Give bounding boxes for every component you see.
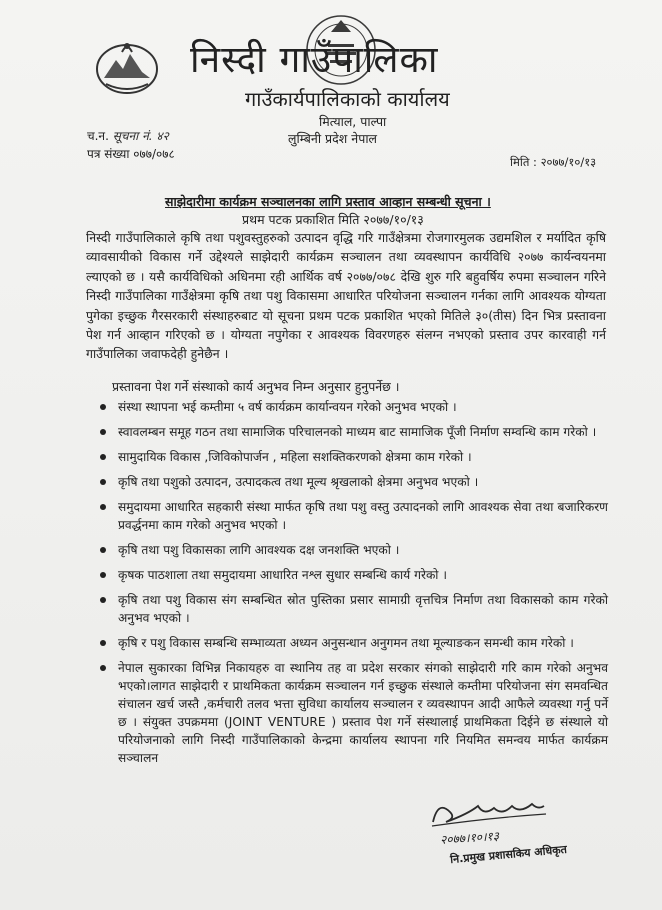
signature-date: २०७७।१०।१३ xyxy=(439,828,500,848)
list-item xyxy=(96,566,608,584)
address-line1: मित्याल, पाल्पा xyxy=(319,114,387,129)
address-line2: लुम्बिनी प्रदेश नेपाल xyxy=(288,131,378,146)
dispatch-number xyxy=(87,145,175,162)
bullet-icon xyxy=(100,665,106,671)
reference-number xyxy=(87,127,169,144)
requirement-text: नेपाल सुकारका विभिन्न निकायहरु वा स्थानिय तह वा प्रदेश सरकार संगको साझेदारी गरि काम गरेको अनुभव भएको।लागत साझेदारी र प्राथमिकता कार्यक्रम सञ्चालन गर्न इच्छुक संस्थाले कम्तीमा परियोजना संग समवन्धित संचालन खर्च जस्तै ,कर्मचारी तलव भत्ता सुविधा कार्यालय सञ्चालन र व्यवस्थापन आदी आफैले व्यवस्था गर्नु पर्ने छ । संयुक्त उपक्रममा (JOINT VENTURE ) प्रस्ताव पेश गर्ने संस्थालाई प्राथमिकता दिईने छ संस्थाले यो परियोजनाको लागि निस्दी गाउँपालिकाको केन्द्रमा कार्यालय स्थापना गरि नियमित समन्वय मार्फत कार्यक्रम सञ्चालन xyxy=(118,661,608,765)
dispatch-value: ०७७/०७८ xyxy=(133,147,175,161)
requirement-text: संस्था स्थापना भई कम्तीमा ५ वर्ष कार्यक्रम कार्यान्वयन गरेको अनुभव भएको । xyxy=(118,400,457,414)
signature-icon xyxy=(428,792,548,832)
requirement-text: सामुदायिक विकास ,जिविकोपार्जन , महिला सशक्तिकरणको क्षेत्रमा काम गरेको । xyxy=(118,450,472,464)
notice-subject: साझेदारीमा कार्यक्रम सञ्चालनका लागि प्रस्ताव आव्हान सम्बन्धी सूचना । xyxy=(165,194,491,209)
requirement-text: कृषक पाठशाला तथा समुदायमा आधारित नश्ल सुधार सम्बन्धि कार्य गरेको । xyxy=(118,568,447,582)
list-item xyxy=(96,659,608,767)
bullet-icon xyxy=(100,597,106,603)
bullet-icon xyxy=(100,572,106,578)
dispatch-label: पत्र संख्या xyxy=(87,147,130,161)
signatory-title: नि.प्रमुख प्रशासकिय अधिकृत xyxy=(449,842,568,867)
bullet-icon xyxy=(100,454,106,460)
bullet-icon xyxy=(100,547,106,553)
requirement-text: स्वावलम्बन समूह गठन तथा सामाजिक परिचालनको माध्यम बाट सामाजिक पूँजी निर्माण सम्वन्धि काम गरेको । xyxy=(118,425,597,439)
list-item xyxy=(96,448,608,466)
bullet-icon xyxy=(100,404,106,410)
requirement-text: कृषि तथा पशु विकासका लागि आवश्यक दक्ष जनशक्ति भएको । xyxy=(118,543,400,557)
bullet-icon xyxy=(100,479,106,485)
ref-value: सूचना नं. ४२ xyxy=(112,129,169,143)
bullet-icon xyxy=(100,429,106,435)
requirement-text: कृषि र पशु विकास सम्बन्धि सम्भाव्यता अध्यन अनुसन्धान अनुगमन तथा मूल्याङकन समन्धी काम गरेको । xyxy=(118,636,574,650)
list-item xyxy=(96,634,608,652)
list-item xyxy=(96,473,608,491)
notice-body: निस्दी गाउँपालिकाले कृषि तथा पशुवस्तुहरुको उत्पादन वृद्धि गरि गाउँक्षेत्रमा रोजगारमुलक उद्यमशिल र मर्यादित कृषि व्यावसायीको विकास गर्ने उद्देश्यले साझेदारी कार्यक्रम सञ्चालन तथा व्यवस्थापन कार्यविधि २०७७ कार्यन्वयनमा ल्याएको छ । यसै कार्यविधिको अधिनमा रही आर्थिक वर्ष २०७७/०७८ देखि शुरु गरि बहुवर्षिय रुपमा सञ्चालन गरिने निस्दी गाउँपालिका गाउँक्षेत्रमा कृषि तथा पशु विकासमा आधारित परियोजना सञ्चालन गर्नका लागि आवश्यक योग्यता पुगेका इच्छुक गैरसरकारी संस्थाहरुबाट यो सूचना प्रथम पटक प्रकाशित भएको मितिले ३०(तीस) दिन भित्र प्रस्तावना पेश गर्न आव्हान गरिएको छ । योग्यता नपुगेका र आवश्यक विवरणहरु संलग्न नभएको प्रस्ताव उपर कारवाही गर्न गाउँपालिका जवाफदेही हुनेछैन । xyxy=(86,230,606,362)
office-title: गाउँकार्यपालिकाको कार्यालय xyxy=(245,87,450,111)
list-item xyxy=(96,498,608,534)
list-item xyxy=(96,398,608,416)
requirements-intro: प्रस्तावना पेश गर्ने संस्थाको कार्य अनुभव निम्न अनुसार हुनुपर्नेछ । xyxy=(112,379,400,394)
municipality-name: निस्दी गाउँपालिका xyxy=(190,38,439,81)
list-item xyxy=(96,541,608,559)
bullet-icon xyxy=(100,640,106,646)
requirement-text: समुदायमा आधारित सहकारी संस्था मार्फत कृषि तथा पशु वस्तु उत्पादनको लागि आवश्यक सेवा तथा बजारिकरण प्रवर्द्धनमा काम गरेको अनुभव भएको । xyxy=(118,500,608,532)
requirement-text: कृषि तथा पशु विकास संग सम्बन्धित स्रोत पुस्तिका प्रसार सामाग्री वृत्तचित्र निर्माण तथा विकासको काम गरेको अनुभव भएको । xyxy=(118,593,608,625)
bullet-icon xyxy=(100,504,106,510)
issue-date: मिति : २०७७/१०/१३ xyxy=(510,155,597,169)
list-item xyxy=(96,591,608,627)
list-item xyxy=(96,423,608,441)
nepal-emblem-icon xyxy=(92,38,162,96)
requirements-list xyxy=(96,398,608,774)
ref-label: च.न. xyxy=(87,129,109,143)
first-published-date: प्रथम पटक प्रकाशित मिति २०७७/१०/१३ xyxy=(242,212,424,227)
requirement-text: कृषि तथा पशुको उत्पादन, उत्पादकत्व तथा मूल्य श्रृखलाको क्षेत्रमा अनुभव भएको । xyxy=(118,475,479,489)
